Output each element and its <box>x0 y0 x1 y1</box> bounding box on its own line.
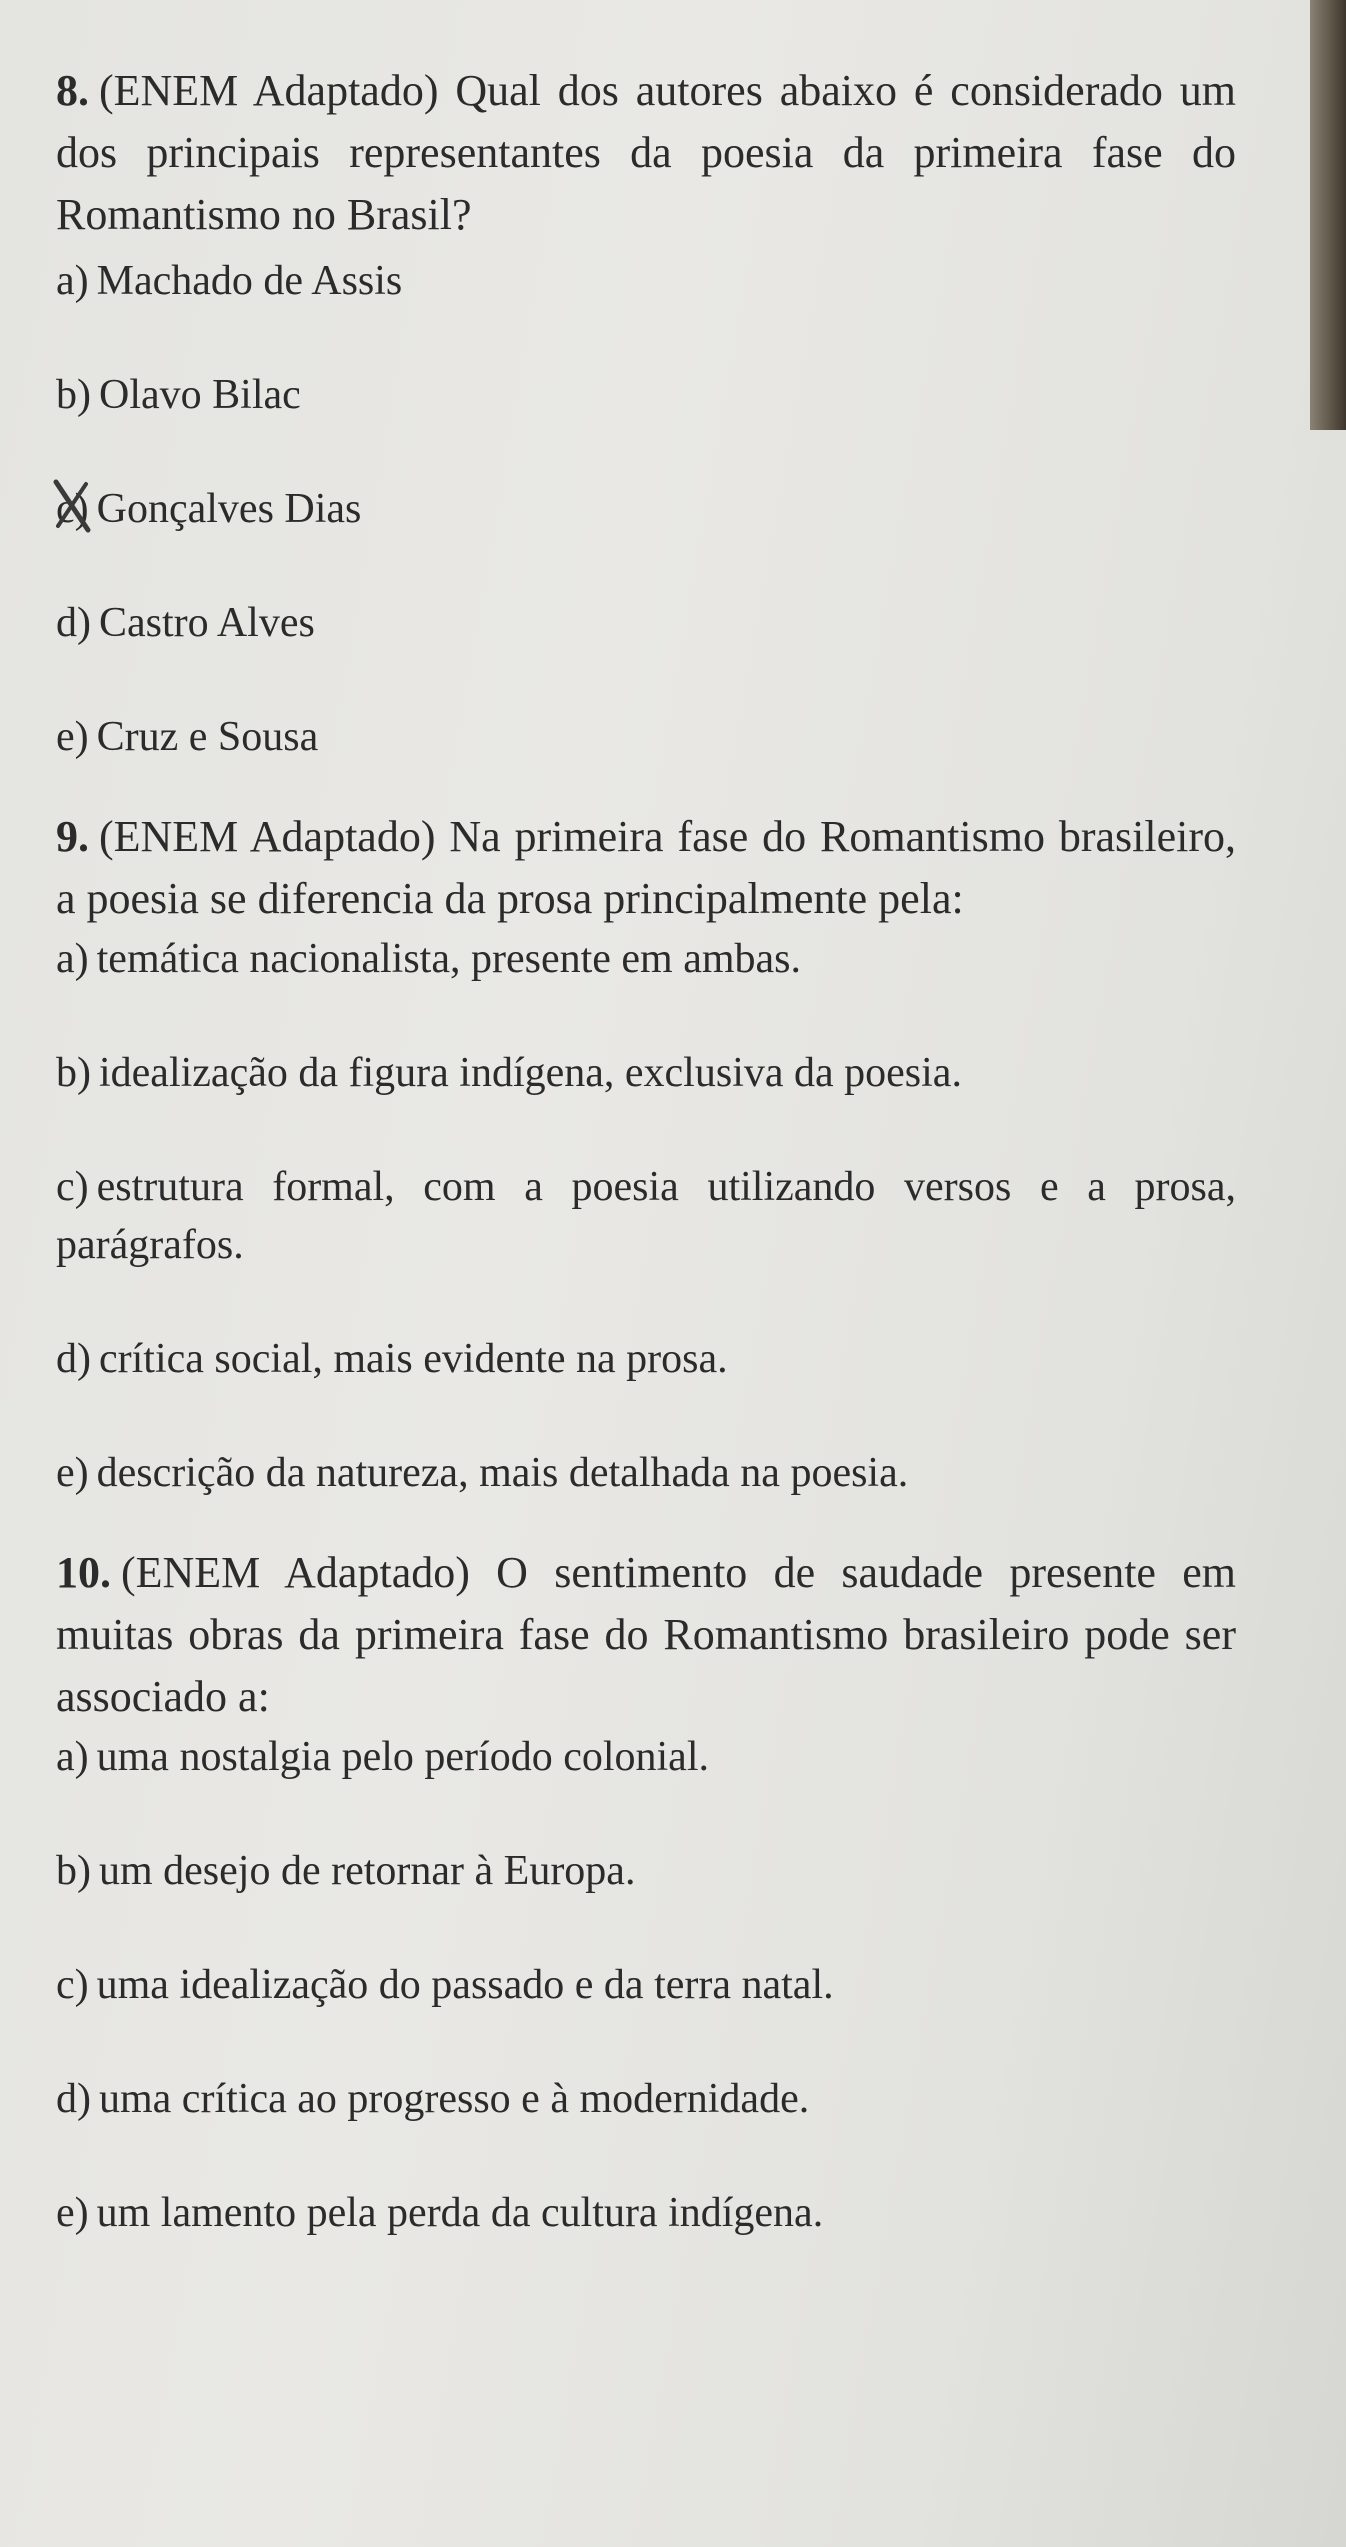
option-text: temática nacionalista, presente em ambas. <box>96 936 802 982</box>
option-letter: a) <box>56 936 89 982</box>
option-8c[interactable] <box>56 480 1236 538</box>
question-10-heading <box>56 1542 1236 1728</box>
option-text: Cruz e Sousa <box>96 714 319 760</box>
option-text: descrição da natureza, mais detalhada na poesia. <box>96 1450 909 1496</box>
question-stem: (ENEM Adaptado) Na primeira fase do Romantismo brasileiro, a poesia se diferencia da prosa principalmente pela: <box>56 812 1236 923</box>
option-letter: c) <box>56 1164 89 1210</box>
question-8-heading <box>56 60 1236 246</box>
option-8a[interactable] <box>56 252 1236 310</box>
option-10c[interactable] <box>56 1956 1236 2014</box>
option-10b[interactable] <box>56 1842 1236 1900</box>
option-letter: b) <box>56 1050 91 1096</box>
question-number: 10. <box>56 1548 111 1597</box>
option-letter: a) <box>56 258 89 304</box>
option-text: uma idealização do passado e da terra natal. <box>96 1962 834 2008</box>
option-text: Machado de Assis <box>96 258 403 304</box>
option-8d[interactable] <box>56 594 1236 652</box>
option-text: um desejo de retornar à Europa. <box>99 1848 636 1894</box>
option-9a[interactable] <box>56 930 1236 988</box>
option-letter: c) <box>56 1962 89 2008</box>
option-letter: b) <box>56 372 91 418</box>
option-letter: e) <box>56 2190 89 2236</box>
option-text: Olavo Bilac <box>99 372 301 418</box>
option-9b[interactable] <box>56 1044 1236 1102</box>
option-letter: b) <box>56 1848 91 1894</box>
question-stem: (ENEM Adaptado) O sentimento de saudade presente em muitas obras da primeira fase do Romantismo brasileiro pode ser associado a: <box>56 1548 1236 1721</box>
binder-edge <box>1310 0 1346 430</box>
option-8b[interactable] <box>56 366 1236 424</box>
option-9e[interactable] <box>56 1444 1236 1502</box>
option-text: estrutura formal, com a poesia utilizando versos e a prosa, parágrafos. <box>56 1164 1236 1268</box>
question-list <box>56 60 1236 2242</box>
question-9 <box>56 806 1236 1502</box>
option-9d[interactable] <box>56 1330 1236 1388</box>
option-9c[interactable] <box>56 1158 1236 1274</box>
option-10d[interactable] <box>56 2070 1236 2128</box>
question-number: 9. <box>56 812 89 861</box>
option-letter: d) <box>56 2076 91 2122</box>
option-10e[interactable] <box>56 2184 1236 2242</box>
question-stem: (ENEM Adaptado) Qual dos autores abaixo é considerado um dos principais representantes da poesia da primeira fase do Romantismo no Brasil? <box>56 66 1236 239</box>
marked-answer <box>56 480 97 538</box>
option-letter: e) <box>56 714 89 760</box>
option-letter: e) <box>56 1450 89 1496</box>
question-number: 8. <box>56 66 89 115</box>
option-text: crítica social, mais evidente na prosa. <box>99 1336 728 1382</box>
option-text: Gonçalves Dias <box>96 486 362 532</box>
option-text: uma crítica ao progresso e à modernidade. <box>99 2076 810 2122</box>
question-9-heading <box>56 806 1236 930</box>
option-10a[interactable] <box>56 1728 1236 1786</box>
option-text: um lamento pela perda da cultura indígena. <box>96 2190 824 2236</box>
question-10 <box>56 1542 1236 2242</box>
option-text: idealização da figura indígena, exclusiva da poesia. <box>99 1050 962 1096</box>
option-text: Castro Alves <box>99 600 315 646</box>
option-8e[interactable] <box>56 708 1236 766</box>
option-text: uma nostalgia pelo período colonial. <box>96 1734 709 1780</box>
option-letter: d) <box>56 1336 91 1382</box>
question-8 <box>56 60 1236 766</box>
check-x-mark-icon <box>50 476 94 536</box>
option-letter: c) <box>56 486 89 532</box>
option-letter: d) <box>56 600 91 646</box>
option-letter: a) <box>56 1734 89 1780</box>
